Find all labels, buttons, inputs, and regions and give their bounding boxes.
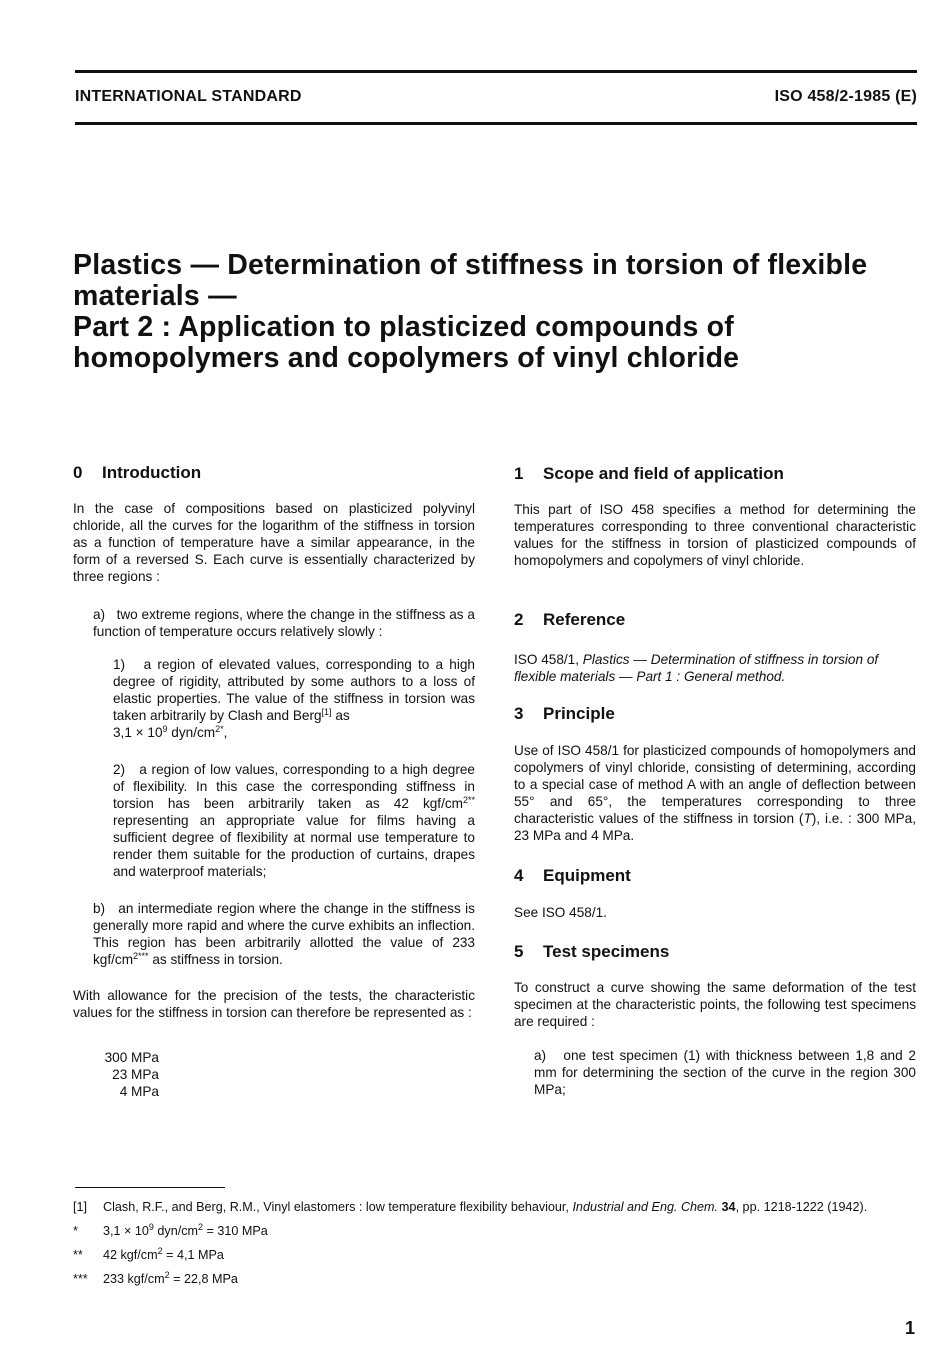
footnote-mark: 2*** bbox=[133, 951, 149, 961]
list-item-a bbox=[93, 606, 475, 640]
footnote-4 bbox=[73, 1271, 238, 1287]
title-line: Plastics — Determination of stiffness in torsion of flexible bbox=[73, 249, 868, 281]
reference-paragraph bbox=[514, 651, 916, 685]
paragraph-text: ), i.e. : 300 MPa, 23 MPa and 4 MPa. bbox=[514, 811, 916, 843]
characteristic-values-list bbox=[89, 1049, 159, 1100]
exponent: 9 bbox=[148, 1222, 154, 1232]
footnote-marker: ** bbox=[73, 1248, 83, 1262]
reference-code: ISO 458/1, bbox=[514, 652, 583, 667]
list-label: a) bbox=[93, 607, 106, 622]
reference-title: Plastics — Determination of stiffness in torsion of flexible materials — Part 1 : General method. bbox=[514, 652, 879, 684]
page-number: 1 bbox=[904, 1318, 915, 1338]
footnote-2 bbox=[73, 1223, 268, 1239]
footnote-marker: [1] bbox=[73, 1200, 88, 1214]
section-heading-test-specimens bbox=[514, 941, 669, 963]
footnote-mark: 2** bbox=[462, 795, 475, 805]
section-title: Test specimens bbox=[543, 942, 670, 961]
header-bottom-rule bbox=[75, 122, 917, 125]
section-heading-introduction bbox=[73, 462, 201, 484]
footnote-marker: *** bbox=[73, 1272, 88, 1286]
footnote-text: 233 kgf/cm bbox=[103, 1272, 165, 1286]
section-title: Reference bbox=[543, 610, 626, 629]
header-document-number: ISO 458/2-1985 (E) bbox=[774, 88, 917, 105]
section-heading-reference bbox=[514, 609, 625, 631]
list-item-a1 bbox=[113, 656, 475, 741]
header-top-rule bbox=[75, 70, 917, 73]
section-number: 1 bbox=[514, 464, 524, 483]
exponent: 2 bbox=[164, 1270, 170, 1280]
value-item: 4 MPa bbox=[119, 1084, 159, 1099]
list-label: b) bbox=[93, 901, 106, 916]
punctuation: , bbox=[223, 725, 228, 740]
document-title bbox=[73, 250, 933, 374]
section-heading-scope bbox=[514, 463, 784, 485]
footnote-text: , pp. 1218-1222 (1942). bbox=[735, 1200, 868, 1214]
list-item-a bbox=[534, 1047, 916, 1098]
list-label: 2) bbox=[113, 762, 126, 777]
list-text: a region of elevated values, corresponding to a high degree of rigidity, attributed by some authors to a loss of elastic properties. The value of the stiffness in torsion was taken arbitrarily by Clash and Berg bbox=[113, 657, 475, 723]
section-heading-principle bbox=[514, 703, 615, 725]
title-line: Part 2 : Application to plasticized compounds of bbox=[73, 311, 734, 343]
title-line: materials — bbox=[73, 280, 237, 312]
section-number: 0 bbox=[73, 463, 83, 482]
intro-paragraph: In the case of compositions based on plasticized polyvinyl chloride, all the curves for the logarithm of the stiffness in torsion as a function of temperature have a similar appearance, in the form of a reversed S. Each curve is essentially characterized by three regions : bbox=[73, 501, 475, 584]
footnote-text: = 4,1 MPa bbox=[162, 1248, 224, 1262]
footnote-text: = 22,8 MPa bbox=[169, 1272, 238, 1286]
reference-mark: [1] bbox=[321, 707, 332, 717]
footnote-marker: * bbox=[73, 1224, 78, 1238]
exponent: 2 bbox=[197, 1222, 203, 1232]
principle-paragraph bbox=[514, 742, 916, 844]
section-title: Principle bbox=[543, 704, 615, 723]
list-text: as bbox=[331, 708, 350, 723]
test-specimens-paragraph: To construct a curve showing the same deformation of the test specimen at the characteristic points, the following test specimens are required : bbox=[514, 980, 916, 1029]
list-label: a) bbox=[534, 1048, 547, 1063]
list-text: an intermediate region where the change in the stiffness is generally more rapid and where the curve exhibits an inflection. This region has been arbitrarily allotted the value of 233 kgf/cm bbox=[93, 901, 475, 967]
volume: 34 bbox=[718, 1200, 736, 1214]
unit: dyn/cm bbox=[167, 725, 216, 740]
list-text: as stiffness in torsion. bbox=[148, 952, 283, 967]
scope-paragraph: This part of ISO 458 specifies a method for determining the temperatures corresponding to three conventional characteristic values for the stiffness in torsion of plasticized compounds of homopolymers and copolymers of vinyl chloride. bbox=[514, 502, 916, 568]
section-title: Introduction bbox=[102, 463, 202, 482]
exponent: 9 bbox=[162, 724, 168, 734]
footnote-1 bbox=[73, 1199, 867, 1215]
symbol: T bbox=[803, 811, 812, 826]
section-number: 4 bbox=[514, 866, 524, 885]
title-line: homopolymers and copolymers of vinyl chloride bbox=[73, 342, 740, 374]
section-title: Equipment bbox=[543, 866, 631, 885]
section-title: Scope and field of application bbox=[543, 464, 784, 483]
footnote-text: 42 kgf/cm bbox=[103, 1248, 158, 1262]
footnote-mark: 2* bbox=[215, 724, 224, 734]
footnote-text: dyn/cm bbox=[153, 1224, 198, 1238]
intro-paragraph-2: With allowance for the precision of the tests, the characteristic values for the stiffness in torsion can therefore be represented as : bbox=[73, 988, 475, 1020]
footnote-text: Clash, R.F., and Berg, R.M., Vinyl elastomers : low temperature flexibility behaviour, bbox=[103, 1200, 573, 1214]
list-item-b bbox=[93, 900, 475, 968]
list-text: a region of low values, corresponding to a high degree of flexibility. In this case the corresponding stiffness in torsion has been arbitrarily taken as 42 kgf/cm bbox=[113, 762, 475, 811]
footnote-text: = 310 MPa bbox=[203, 1224, 268, 1238]
stiffness-value: 3,1 × 10 bbox=[113, 725, 163, 740]
section-number: 2 bbox=[514, 610, 524, 629]
journal-name: Industrial and Eng. Chem. bbox=[572, 1200, 719, 1214]
section-heading-equipment bbox=[514, 865, 631, 887]
list-text: two extreme regions, where the change in the stiffness as a function of temperature occurs relatively slowly : bbox=[93, 607, 475, 639]
list-label: 1) bbox=[113, 657, 126, 672]
footnote-rule bbox=[75, 1187, 225, 1188]
list-item-a2 bbox=[113, 761, 475, 880]
header-standard-label: INTERNATIONAL STANDARD bbox=[75, 88, 302, 105]
value-item: 23 MPa bbox=[112, 1067, 159, 1082]
list-text: representing an appropriate value for films having a sufficient degree of flexibility at normal use temperature to render them suitable for the production of curtains, drapes and waterproof materials; bbox=[113, 813, 475, 879]
paragraph-text: Use of ISO 458/1 for plasticized compounds of homopolymers and copolymers of vinyl chloride, consisting of determining, according to a special case of method A with an angle of deflection between 55° and 65°, the temperatures corresponding to three characteristic values of the stiffness in torsion ( bbox=[514, 743, 916, 826]
list-text: one test specimen (1) with thickness between 1,8 and 2 mm for determining the section of the curve in the region 300 MPa; bbox=[534, 1048, 916, 1097]
value-item: 300 MPa bbox=[104, 1050, 159, 1065]
equipment-paragraph: See ISO 458/1. bbox=[514, 905, 607, 920]
exponent: 2 bbox=[157, 1246, 163, 1256]
footnote-text: 3,1 × 10 bbox=[103, 1224, 149, 1238]
section-number: 5 bbox=[514, 942, 524, 961]
section-number: 3 bbox=[514, 704, 524, 723]
footnote-3 bbox=[73, 1247, 224, 1263]
